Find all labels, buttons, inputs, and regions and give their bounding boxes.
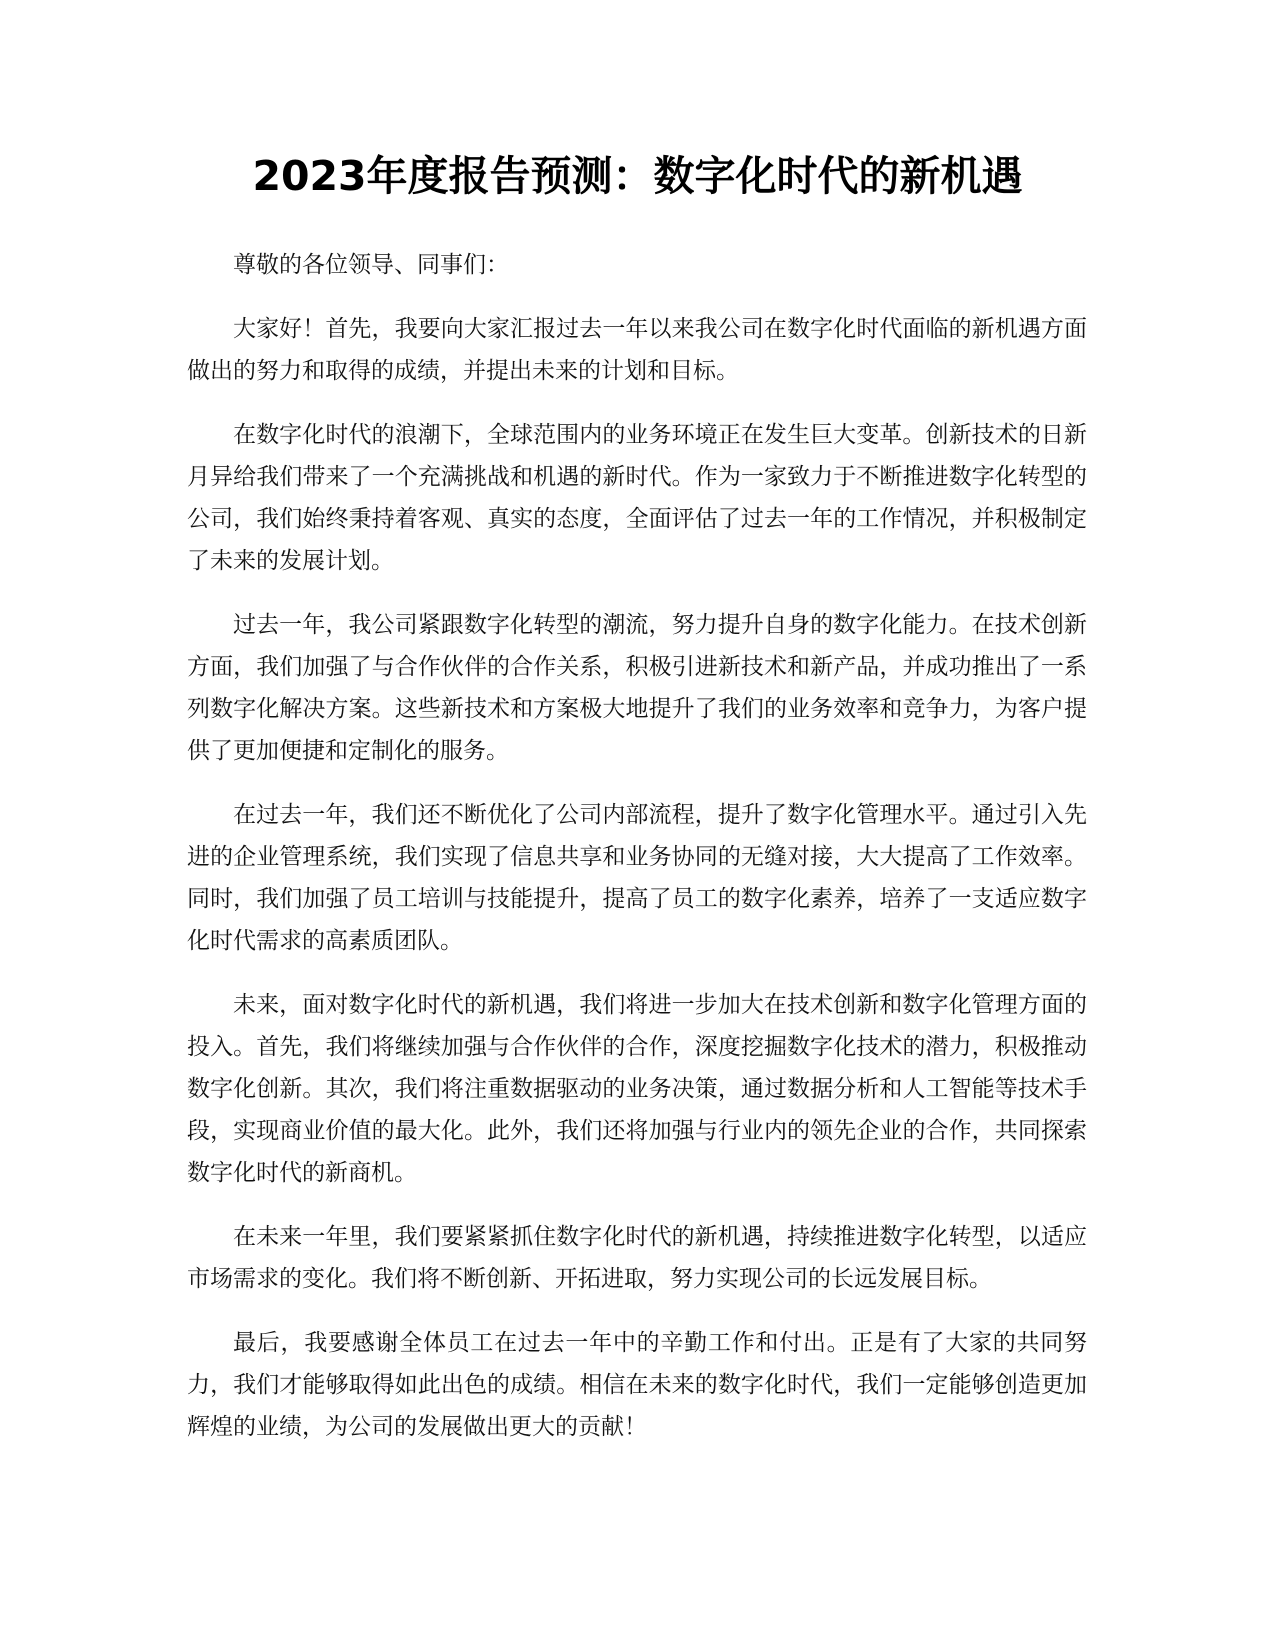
paragraph: 在过去一年，我们还不断优化了公司内部流程，提升了数字化管理水平。通过引入先进的企业管理系统，我们实现了信息共享和业务协同的无缝对接，大大提高了工作效率。同时，我们加强了员工培训与技能提升，提高了员工的数字化素养，培养了一支适应数字化时代需求的高素质团队。 [187,802,1087,954]
document-title: 2023年度报告预测：数字化时代的新机遇 [252,152,1023,200]
paragraph: 过去一年，我公司紧跟数字化转型的潮流，努力提升自身的数字化能力。在技术创新方面，我们加强了与合作伙伴的合作关系，积极引进新技术和新产品，并成功推出了一系列数字化解决方案。这些新技术和方案极大地提升了我们的业务效率和竞争力，为客户提供了更加便捷和定制化的服务。 [187,612,1087,764]
paragraph: 未来，面对数字化时代的新机遇，我们将进一步加大在技术创新和数字化管理方面的投入。首先，我们将继续加强与合作伙伴的合作，深度挖掘数字化技术的潜力，积极推动数字化创新。其次，我们将注重数据驱动的业务决策，通过数据分析和人工智能等技术手段，实现商业价值的最大化。此外，我们还将加强与行业内的领先企业的合作，共同探索数字化时代的新商机。 [187,992,1087,1186]
paragraph: 在未来一年里，我们要紧紧抓住数字化时代的新机遇，持续推进数字化转型，以适应市场需求的变化。我们将不断创新、开拓进取，努力实现公司的长远发展目标。 [187,1224,1087,1292]
paragraph: 大家好！首先，我要向大家汇报过去一年以来我公司在数字化时代面临的新机遇方面做出的努力和取得的成绩，并提出未来的计划和目标。 [187,316,1087,384]
paragraph: 在数字化时代的浪潮下，全球范围内的业务环境正在发生巨大变革。创新技术的日新月异给我们带来了一个充满挑战和机遇的新时代。作为一家致力于不断推进数字化转型的公司，我们始终秉持着客观、真实的态度，全面评估了过去一年的工作情况，并积极制定了未来的发展计划。 [187,422,1087,574]
paragraph: 最后，我要感谢全体员工在过去一年中的辛勤工作和付出。正是有了大家的共同努力，我们才能够取得如此出色的成绩。相信在未来的数字化时代，我们一定能够创造更加辉煌的业绩，为公司的发展做出更大的贡献！ [187,1330,1087,1440]
salutation: 尊敬的各位领导、同事们： [233,252,509,278]
document-body [187,244,1087,1470]
